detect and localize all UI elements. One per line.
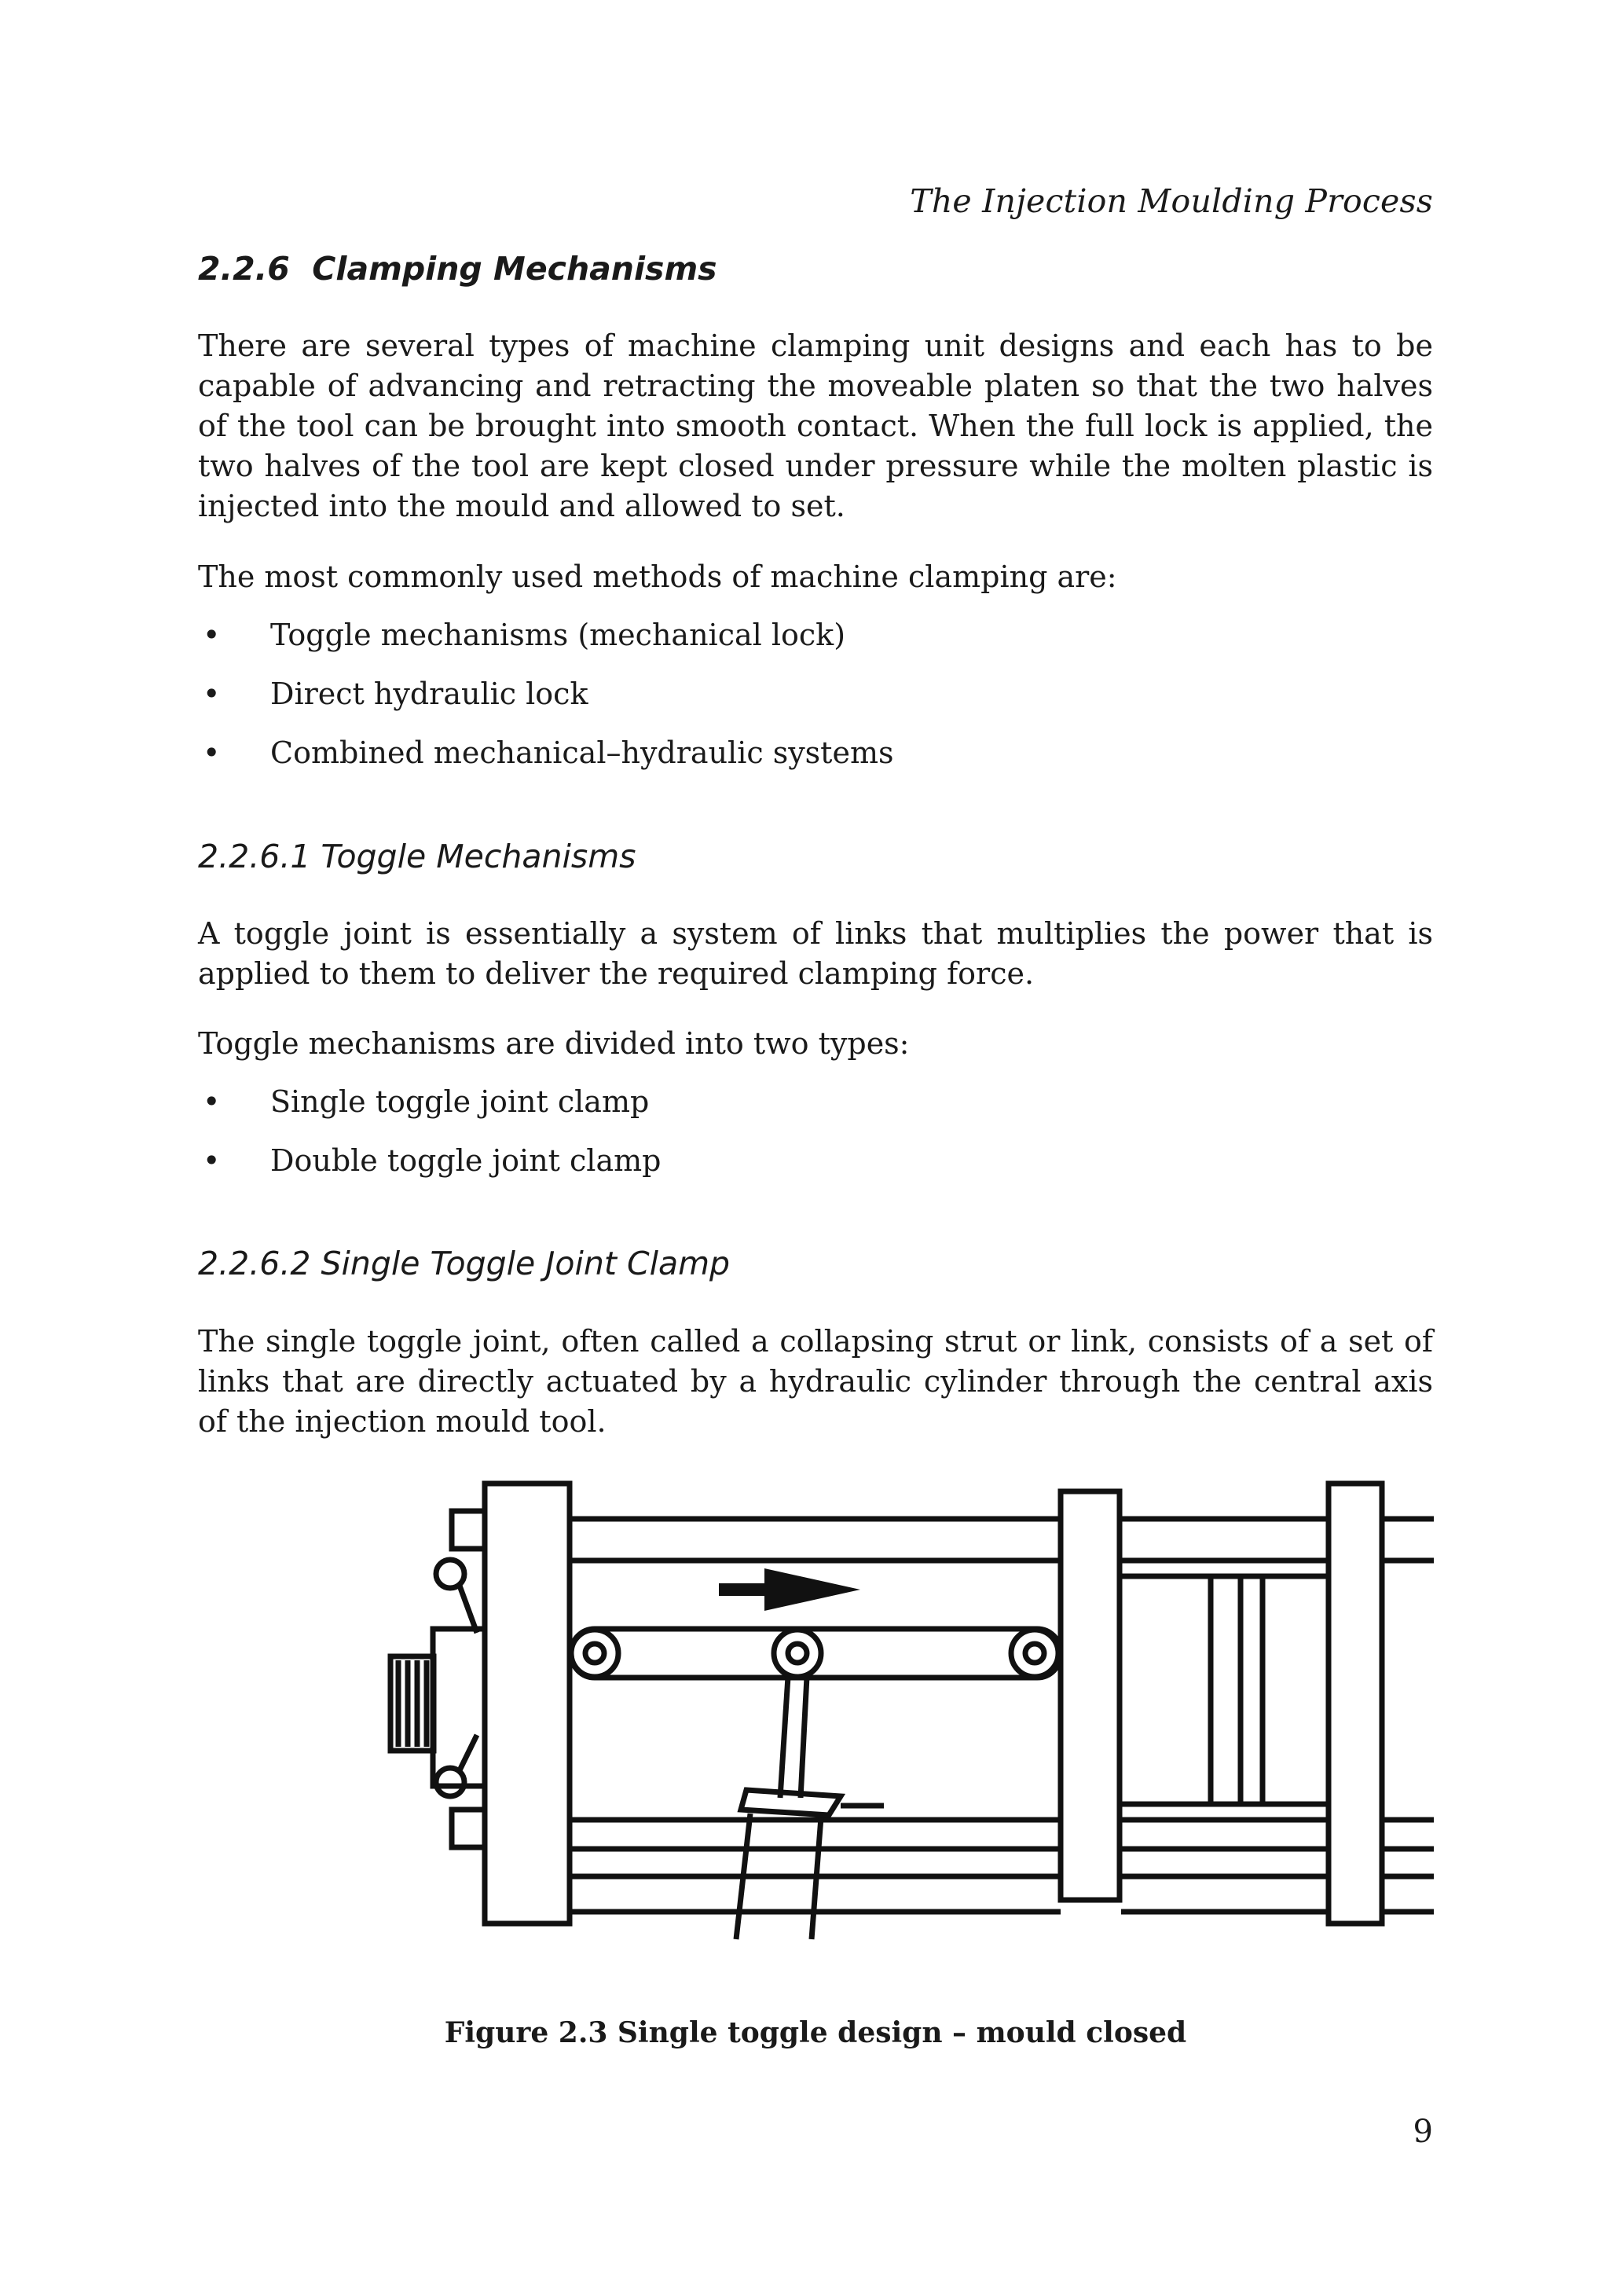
- section-title: Clamping Mechanisms: [312, 250, 717, 288]
- section-heading: [198, 250, 717, 288]
- page-number: 9: [1413, 2114, 1433, 2150]
- subsection2-paragraph-1: The single toggle joint, often called a collapsing strut or link, consists of a set of links that are directly actuated by a hydraulic cylinder through the central axis of the injection mould tool.: [198, 1324, 1433, 1439]
- single-toggle-diagram: [291, 1476, 1548, 1963]
- running-header: The Injection Moulding Process: [910, 182, 1433, 220]
- section-paragraph-2: The most commonly used methods of machine clamping are:: [198, 559, 1117, 594]
- list-item-text: Toggle mechanisms (mechanical lock): [270, 618, 846, 652]
- list-item-text: Double toggle joint clamp: [270, 1143, 662, 1178]
- pivot-front: [1011, 1630, 1058, 1677]
- pivot-center: [774, 1630, 821, 1677]
- list-item-text: Direct hydraulic lock: [270, 677, 588, 711]
- adjust-block: [433, 1629, 485, 1786]
- fixed-platen: [1329, 1484, 1382, 1924]
- moving-platen: [1061, 1491, 1120, 1900]
- section-number: 2.2.6: [198, 250, 290, 288]
- direction-arrow-icon: [719, 1568, 860, 1611]
- bullet-icon: •: [203, 1084, 221, 1119]
- list-item-text: Combined mechanical–hydraulic systems: [270, 735, 894, 770]
- bullet-icon: •: [203, 1143, 221, 1178]
- subsection-heading-single-toggle: 2.2.6.2 Single Toggle Joint Clamp: [198, 1245, 731, 1282]
- subsection1-paragraph-2: Toggle mechanisms are divided into two types:: [198, 1026, 910, 1061]
- subsection-heading-toggle-mechanisms: 2.2.6.1 Toggle Mechanisms: [198, 838, 636, 875]
- bullet-icon: •: [203, 735, 221, 770]
- mould-half: [1211, 1576, 1241, 1804]
- figure-caption: Figure 2.3 Single toggle design – mould closed: [444, 2016, 1187, 2049]
- subsection1-paragraph-1: A toggle joint is essentially a system of links that multiplies the power that is applied to them to deliver the required clamping force.: [198, 916, 1433, 991]
- handle-knob-bottom: [436, 1768, 464, 1796]
- handle-knob-top: [436, 1560, 464, 1588]
- cylinder-head: [741, 1790, 841, 1815]
- section-paragraph-1: There are several types of machine clamping unit designs and each has to be capable of advancing and retracting the moveable platen so that the two halves of the tool can be brought into smooth contact. When the full lock is applied, the two halves of the tool are kept closed under pressure while the molten plastic is injected into the mould and allowed to set.: [198, 328, 1433, 523]
- pivot-rear: [571, 1630, 618, 1677]
- list-item-text: Single toggle joint clamp: [270, 1084, 650, 1119]
- rear-platen: [485, 1484, 570, 1924]
- bullet-icon: •: [203, 677, 221, 711]
- bullet-icon: •: [203, 618, 221, 652]
